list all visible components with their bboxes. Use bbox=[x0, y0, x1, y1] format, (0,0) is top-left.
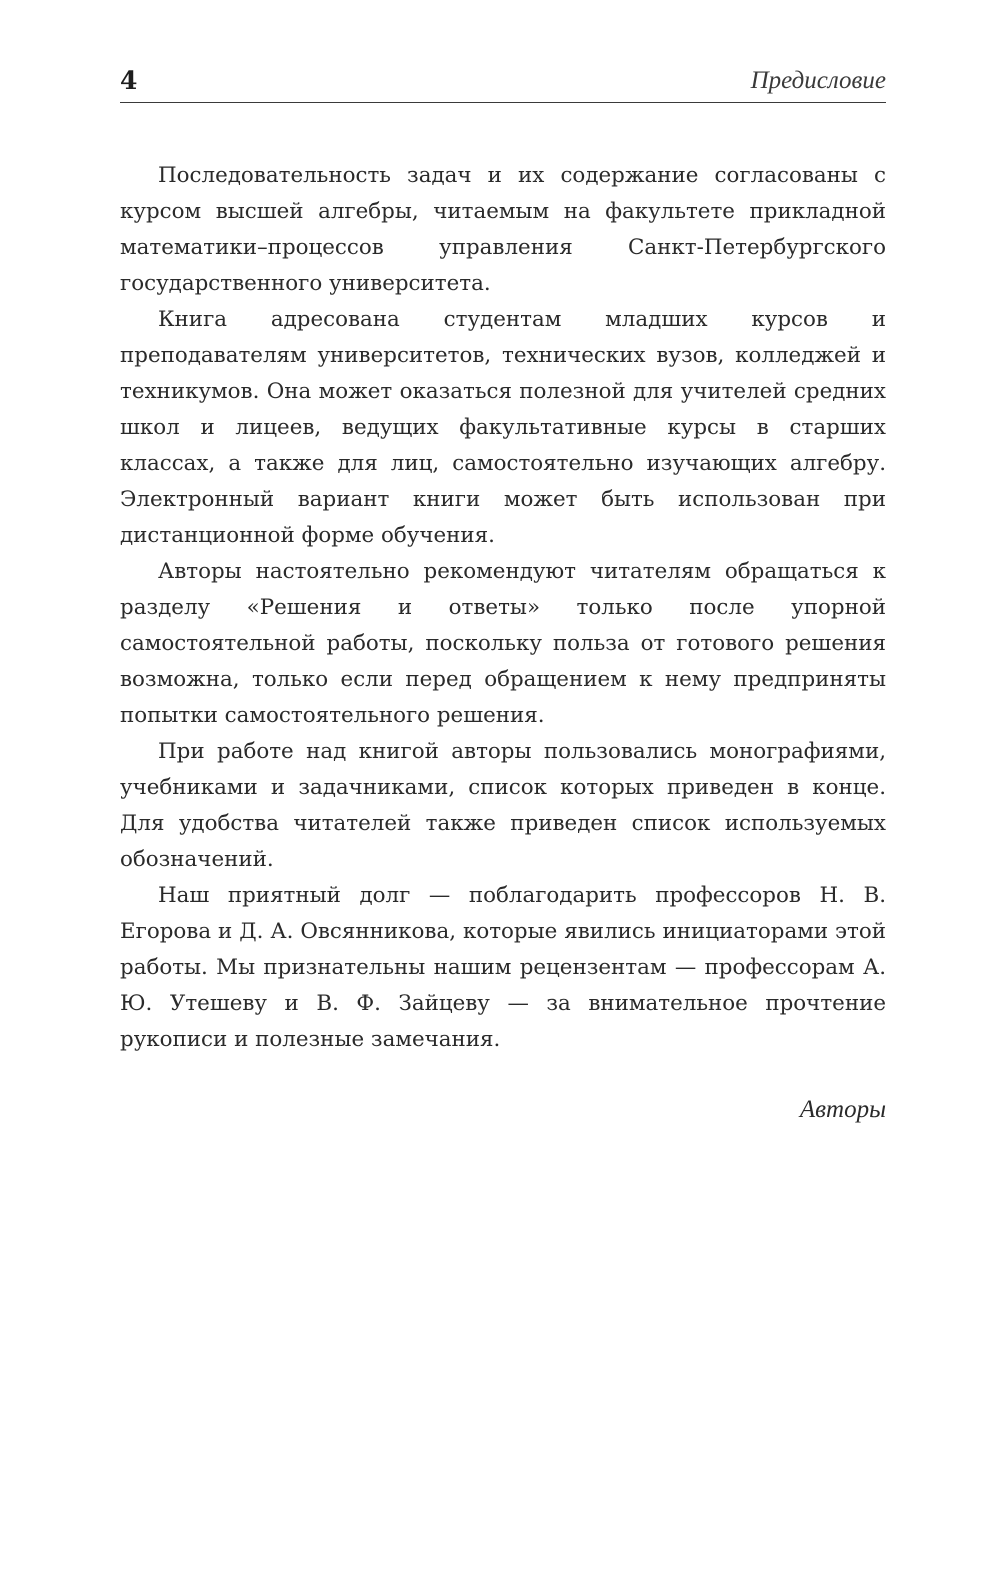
page-number: 4 bbox=[120, 66, 138, 95]
preface-body bbox=[120, 158, 886, 1058]
paragraph-audience: Книга адресована студентам младших курсов и преподавателям университетов, технических вузов, колледжей и техникумов. Она может оказаться полезной для учителей средних школ и лицеев, ведущих факультативные курсы в старших классах, а также для лиц, самостоятельно изучающих алгебру. Электронный вариант книги может быть использован при дистанционной форме обучения. bbox=[120, 307, 886, 548]
paragraph-acknowledgements: Наш приятный долг — поблагодарить профессоров Н. В. Егорова и Д. А. Овсянникова, которые явились инициаторами этой работы. Мы признательны нашим рецензентам — профессорам А. Ю. Утешеву и В. Ф. Зайцеву — за внимательное прочтение рукописи и полезные замечания. bbox=[120, 883, 886, 1052]
paragraph-sources: При работе над книгой авторы пользовались монографиями, учебниками и задачниками, список которых приведен в конце. Для удобства читателей также приведен список используемых обозначений. bbox=[120, 739, 886, 872]
running-head bbox=[120, 64, 886, 103]
paragraph-course-alignment: Последовательность задач и их содержание согласованы с курсом высшей алгебры, читаемым на факультете прикладной математики–процессов управления Санкт-Петербургского государственного университета. bbox=[120, 163, 886, 296]
signature: Авторы bbox=[799, 1096, 886, 1123]
paragraph-recommendation: Авторы настоятельно рекомендуют читателям обращаться к разделу «Решения и ответы» только после упорной самостоятельной работы, поскольку польза от готового решения возможна, только если перед обращением к нему предприняты попытки самостоятельного решения. bbox=[120, 559, 886, 728]
section-title: Предисловие bbox=[750, 67, 886, 94]
